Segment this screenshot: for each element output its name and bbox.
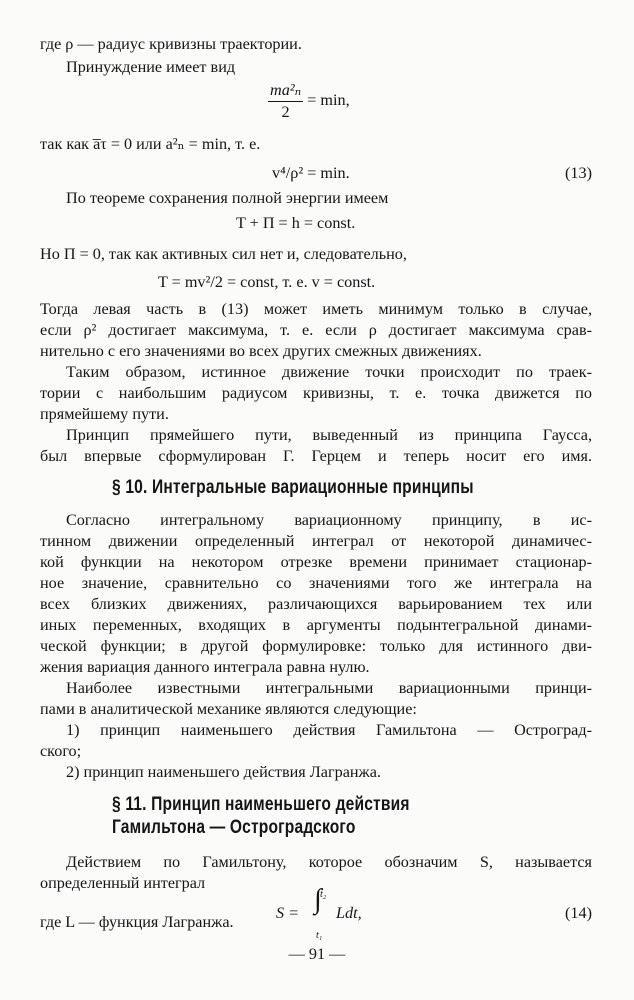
integrand: Ldt,: [336, 904, 362, 922]
text-line: ского;: [40, 742, 82, 760]
text-line: тинном движении определенный интеграл от некоторой динамичес-: [40, 532, 592, 550]
section-heading: § 10. Интегральные вариационные принципы: [112, 477, 474, 498]
text-line: Принуждение имеет вид: [66, 58, 236, 76]
text-line: Тогда левая часть в (13) может иметь минимум только в случае,: [40, 300, 592, 318]
list-item: 1) принцип наименьшего действия Гамильтона — Остроград-: [66, 721, 592, 739]
fraction-denominator: 2: [281, 103, 290, 121]
integral-upper-limit: t₂: [320, 889, 327, 900]
text-line: нительно с его значениями во всех других смежных движениях.: [40, 342, 482, 360]
text-line: тории с наибольшим радиусом кривизны, т. е. точка движется по: [40, 384, 592, 402]
text-line: Наиболее известными интегральными вариационными принци-: [66, 679, 592, 697]
text-line: если ρ² достигает максимума, т. е. если ρ достигает максимума срав-: [40, 321, 592, 339]
text-line: Принцип прямейшего пути, выведенный из принципа Гаусса,: [66, 426, 592, 444]
equation-kinetic: T = mv²/2 = const, т. е. v = const.: [158, 273, 376, 291]
text-line: Согласно интегральному вариационному принципу, в ис-: [66, 511, 592, 529]
text-line: определенный интеграл: [40, 874, 206, 892]
text-line: прямейшему пути.: [40, 405, 169, 423]
fraction-numerator: ma²ₙ: [268, 80, 303, 102]
equation-number: (13): [565, 164, 592, 182]
equation-min-constraint: [268, 80, 350, 123]
text-line: пами в аналитической механике являются следующие:: [40, 700, 417, 718]
text-line: ное значение, сравнительно со значениями того же интеграла на: [40, 574, 592, 592]
integral-lower-limit: t₁: [316, 930, 323, 941]
page-number: — 91 —: [288, 945, 346, 963]
text-line: Действием по Гамильтону, которое обозначим S, называется: [66, 853, 592, 871]
equation-lhs: S =: [276, 904, 300, 922]
list-item: 2) принцип наименьшего действия Лагранжа.: [66, 763, 381, 781]
text-line: где ρ — радиус кривизны траектории.: [40, 35, 302, 53]
text-line: Таким образом, истинное движение точки происходит по траек-: [66, 363, 592, 381]
equation-energy: T + П = h = const.: [236, 214, 356, 232]
text-line: был впервые сформулирован Г. Герцем и теперь носит его имя.: [40, 447, 592, 465]
text-line: иных переменных, входящих в аргументы подынтегральной динами-: [40, 616, 592, 634]
text-line: так как a̅τ = 0 или a²ₙ = min, т. е.: [40, 135, 261, 153]
text-line: кой функции на некотором отрезке времени принимает стационар-: [40, 553, 592, 571]
equation-number: (14): [565, 904, 592, 922]
equation-rhs: = min,: [307, 91, 350, 110]
section-heading: § 11. Принцип наименьшего действия: [112, 794, 410, 815]
text-line: всех близких движениях, различающихся варьированием тех или: [40, 595, 592, 613]
section-heading-continued: Гамильтона — Остроградского: [112, 817, 356, 838]
equation-13: v⁴/ρ² = min.: [272, 164, 350, 182]
text-line: где L — функция Лагранжа.: [40, 913, 234, 931]
text-line: жения вариация данного интеграла равна нулю.: [40, 658, 370, 676]
integral-sign-icon: ∫: [314, 884, 322, 915]
text-line: По теореме сохранения полной энергии имеем: [66, 189, 389, 207]
text-line: Но П = 0, так как активных сил нет и, следовательно,: [40, 245, 407, 263]
text-line: ческой функции; в другой формулировке: только для истинного дви-: [40, 637, 592, 655]
